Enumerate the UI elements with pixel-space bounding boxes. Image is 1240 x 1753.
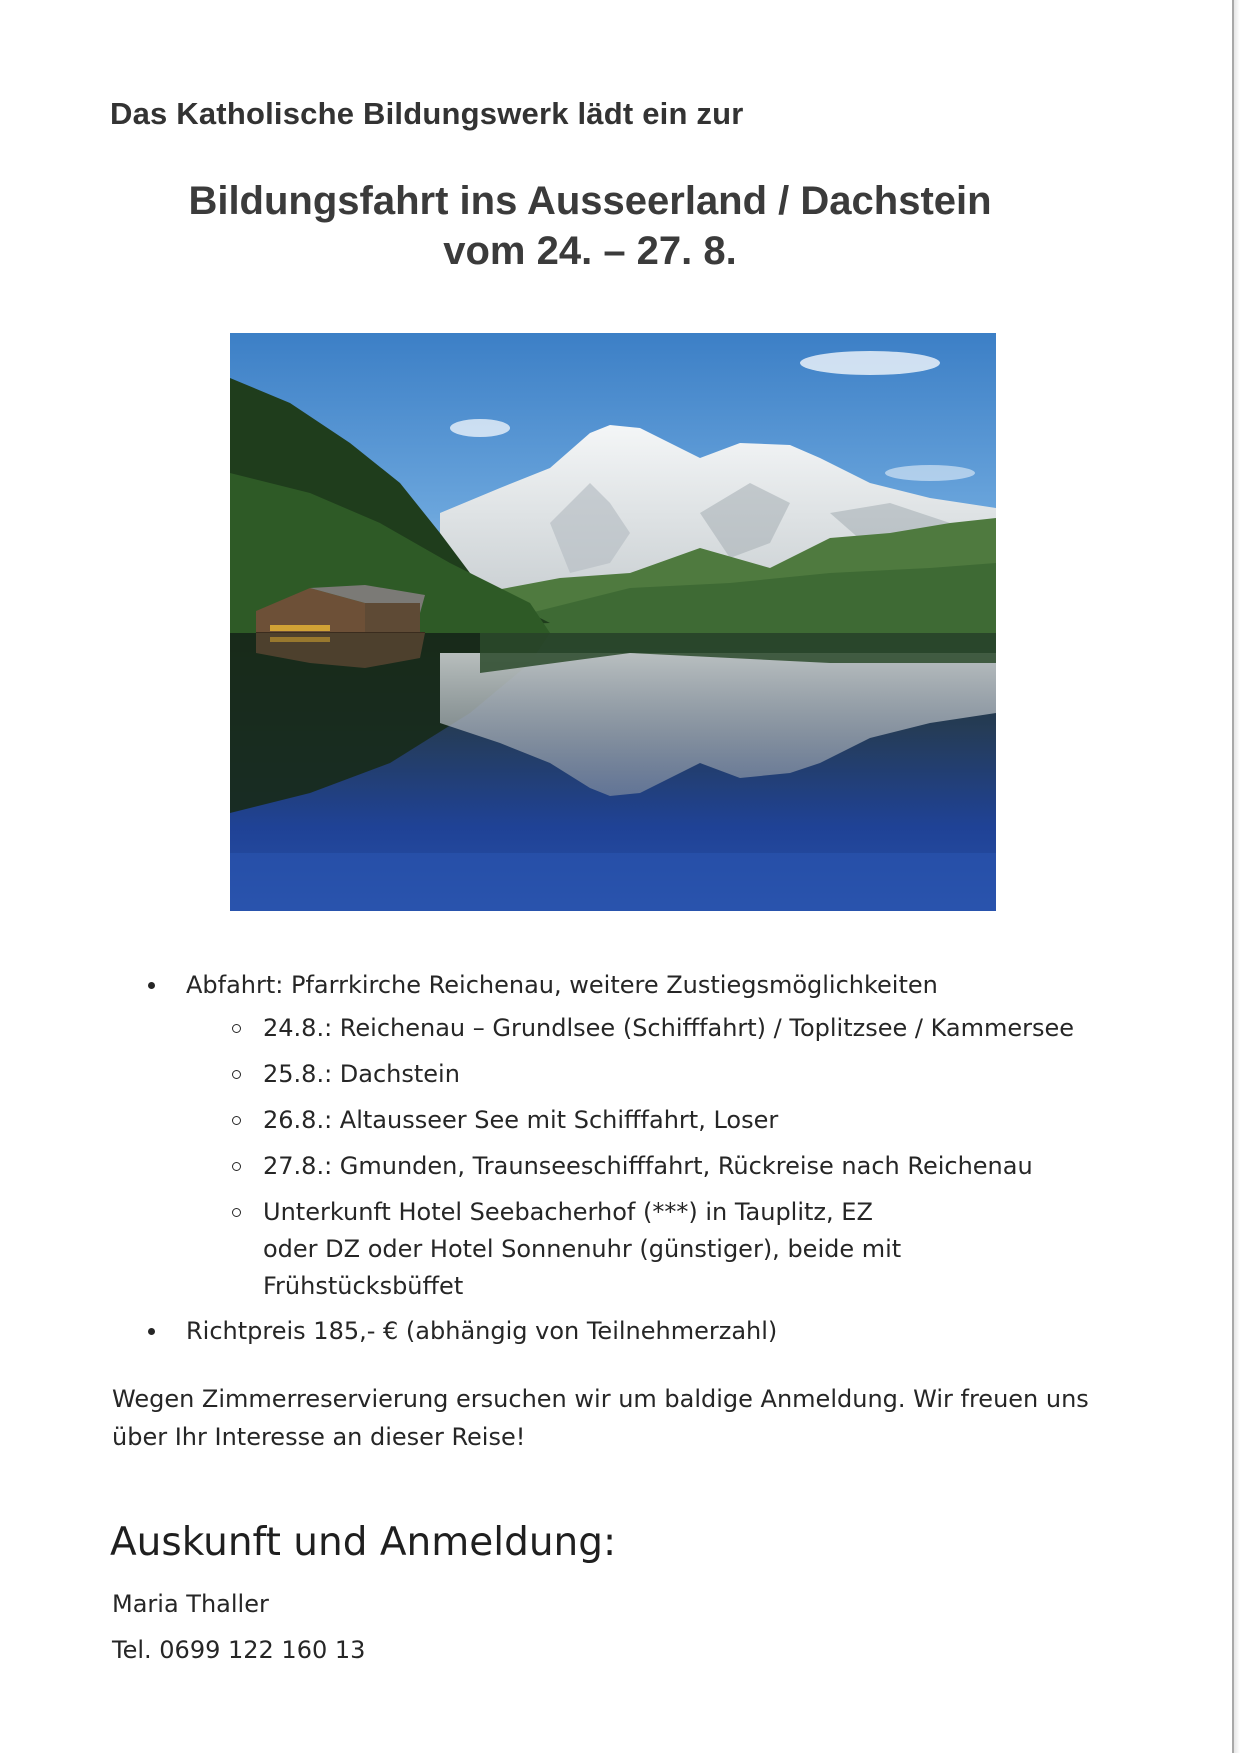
- itinerary-item: 24.8.: Reichenau – Grundlsee (Schifffahrt) / Toplitzsee / Kammersee: [186, 1010, 1146, 1047]
- title-block: [110, 176, 1070, 276]
- page-title: Bildungsfahrt ins Ausseerland / Dachstein: [188, 179, 992, 223]
- itinerary-list: [186, 1010, 1146, 1305]
- itinerary-item: 27.8.: Gmunden, Traunseeschifffahrt, Rückreise nach Reichenau: [186, 1148, 1146, 1185]
- list-item-departure: [146, 968, 1146, 1305]
- contact-name: Maria Thaller: [112, 1590, 269, 1618]
- contact-phone: Tel. 0699 122 160 13: [112, 1636, 366, 1664]
- accommodation-item: Unterkunft Hotel Seebacherhof (***) in Tauplitz, EZ oder DZ oder Hotel Sonnenuhr (günstiger), beide mit Frühstücksbüffet: [186, 1194, 1146, 1305]
- price-text: Richtpreis 185,- € (abhängig von Teilnehmerzahl): [186, 1317, 778, 1345]
- itinerary-item: 25.8.: Dachstein: [186, 1056, 1146, 1093]
- lake-mountain-photo: [230, 333, 996, 911]
- page-edge-shadow: [1234, 0, 1240, 1753]
- intro-text: Das Katholische Bildungswerk lädt ein zur: [110, 96, 744, 131]
- trip-details-list: [146, 968, 1146, 1348]
- departure-text: Abfahrt: Pfarrkirche Reichenau, weitere Zustiegsmöglichkeiten: [186, 971, 938, 999]
- list-item-price: [146, 1314, 1146, 1348]
- itinerary-item: 26.8.: Altausseer See mit Schifffahrt, Loser: [186, 1102, 1146, 1139]
- registration-note: Wegen Zimmerreservierung ersuchen wir um baldige Anmeldung. Wir freuen uns über Ihr Interesse an dieser Reise!: [112, 1385, 1089, 1451]
- date-range: vom 24. – 27. 8.: [443, 229, 737, 273]
- contact-heading: Auskunft und Anmeldung:: [110, 1520, 617, 1565]
